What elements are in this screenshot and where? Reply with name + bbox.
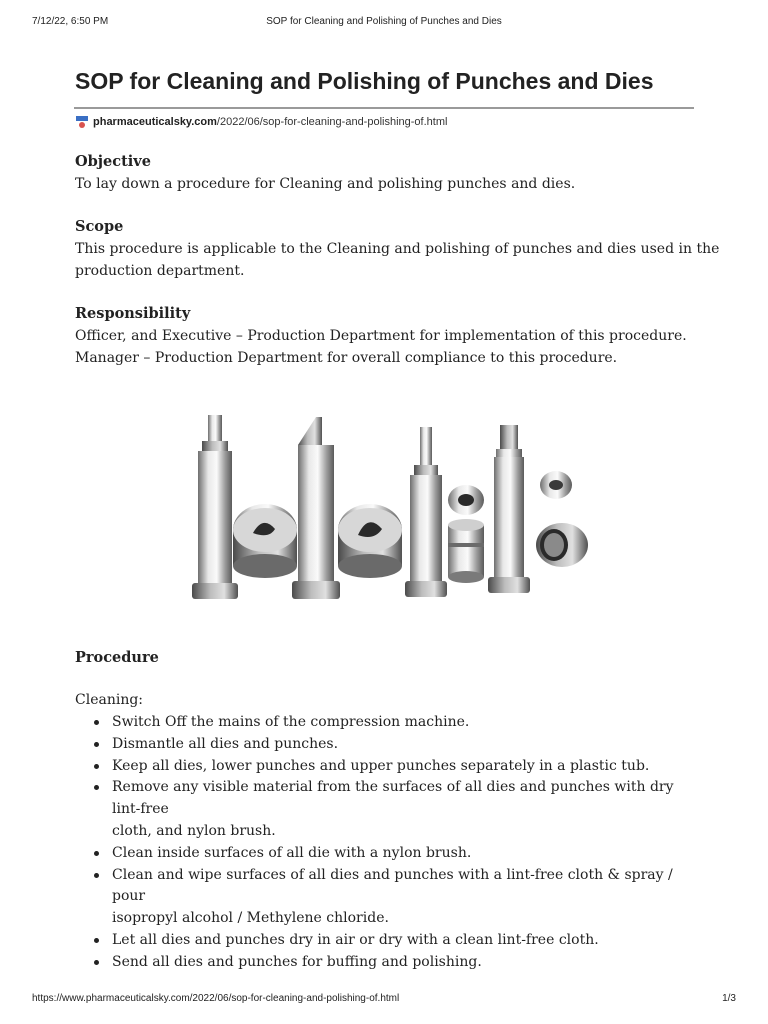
responsibility-heading: Responsibility	[75, 305, 191, 322]
print-header	[32, 16, 736, 30]
scope-line: This procedure is applicable to the Cleaning and polishing of punches and dies used in the	[75, 241, 720, 257]
step-text: Clean inside surfaces of all die with a nylon brush.	[112, 844, 472, 861]
step-text: Dismantle all dies and punches.	[112, 735, 339, 752]
upper-punch	[405, 427, 447, 597]
step-text: Send all dies and punches for buffing and polishing.	[112, 953, 482, 970]
die	[536, 471, 588, 567]
source-path[interactable]: /2022/06/sop-for-cleaning-and-polishing-of.html	[216, 116, 448, 128]
upper-punch	[192, 415, 238, 599]
list-item	[91, 777, 701, 842]
step-text: cloth, and nylon brush.	[112, 822, 276, 839]
responsibility-line: Manager – Production Department for overall compliance to this procedure.	[75, 349, 618, 366]
page-title: SOP for Cleaning and Polishing of Punches and Dies	[75, 68, 654, 94]
source-domain[interactable]: pharmaceuticalsky.com	[93, 116, 217, 128]
list-item	[91, 930, 701, 952]
cleaning-subheading: Cleaning:	[75, 692, 144, 708]
punches-and-dies-image	[170, 405, 600, 610]
page-number: 1/3	[722, 993, 736, 1004]
objective-heading: Objective	[75, 153, 151, 170]
scope-line: production department.	[75, 262, 245, 279]
scope-text	[75, 239, 720, 282]
print-datetime: 7/12/22, 6:50 PM	[32, 16, 109, 27]
objective-line: To lay down a procedure for Cleaning and polishing punches and dies.	[75, 176, 576, 192]
title-divider	[74, 107, 694, 109]
die	[233, 504, 297, 578]
cleaning-steps-list	[91, 712, 701, 974]
print-footer	[32, 993, 736, 1007]
die	[448, 485, 484, 583]
objective-text	[75, 174, 705, 196]
responsibility-line: Officer, and Executive – Production Department for implementation of this procedure.	[75, 328, 687, 344]
die	[338, 504, 402, 578]
step-text: Remove any visible material from the surfaces of all dies and punches with dry lint-free	[112, 779, 674, 818]
step-text: Let all dies and punches dry in air or dry with a clean lint-free cloth.	[112, 931, 599, 948]
list-item	[91, 952, 701, 974]
lower-punch	[488, 425, 530, 593]
lower-punch	[292, 417, 340, 599]
list-item	[91, 843, 701, 865]
list-item	[91, 756, 701, 778]
list-item	[91, 865, 701, 930]
scope-heading: Scope	[75, 218, 124, 235]
list-item	[91, 734, 701, 756]
site-favicon-icon	[75, 115, 89, 129]
step-text: Clean and wipe surfaces of all dies and punches with a lint-free cloth & spray / pour	[112, 866, 673, 905]
step-text: Keep all dies, lower punches and upper punches separately in a plastic tub.	[112, 757, 650, 774]
responsibility-text	[75, 326, 705, 369]
footer-url: https://www.pharmaceuticalsky.com/2022/06/sop-for-cleaning-and-polishing-of.html	[32, 993, 400, 1004]
list-item	[91, 712, 701, 734]
step-text: Switch Off the mains of the compression machine.	[112, 714, 470, 730]
procedure-heading: Procedure	[75, 649, 159, 666]
step-text: isopropyl alcohol / Methylene chloride.	[112, 910, 389, 927]
print-doc-title: SOP for Cleaning and Polishing of Punches and Dies	[266, 16, 502, 27]
source-link[interactable]	[75, 114, 447, 130]
